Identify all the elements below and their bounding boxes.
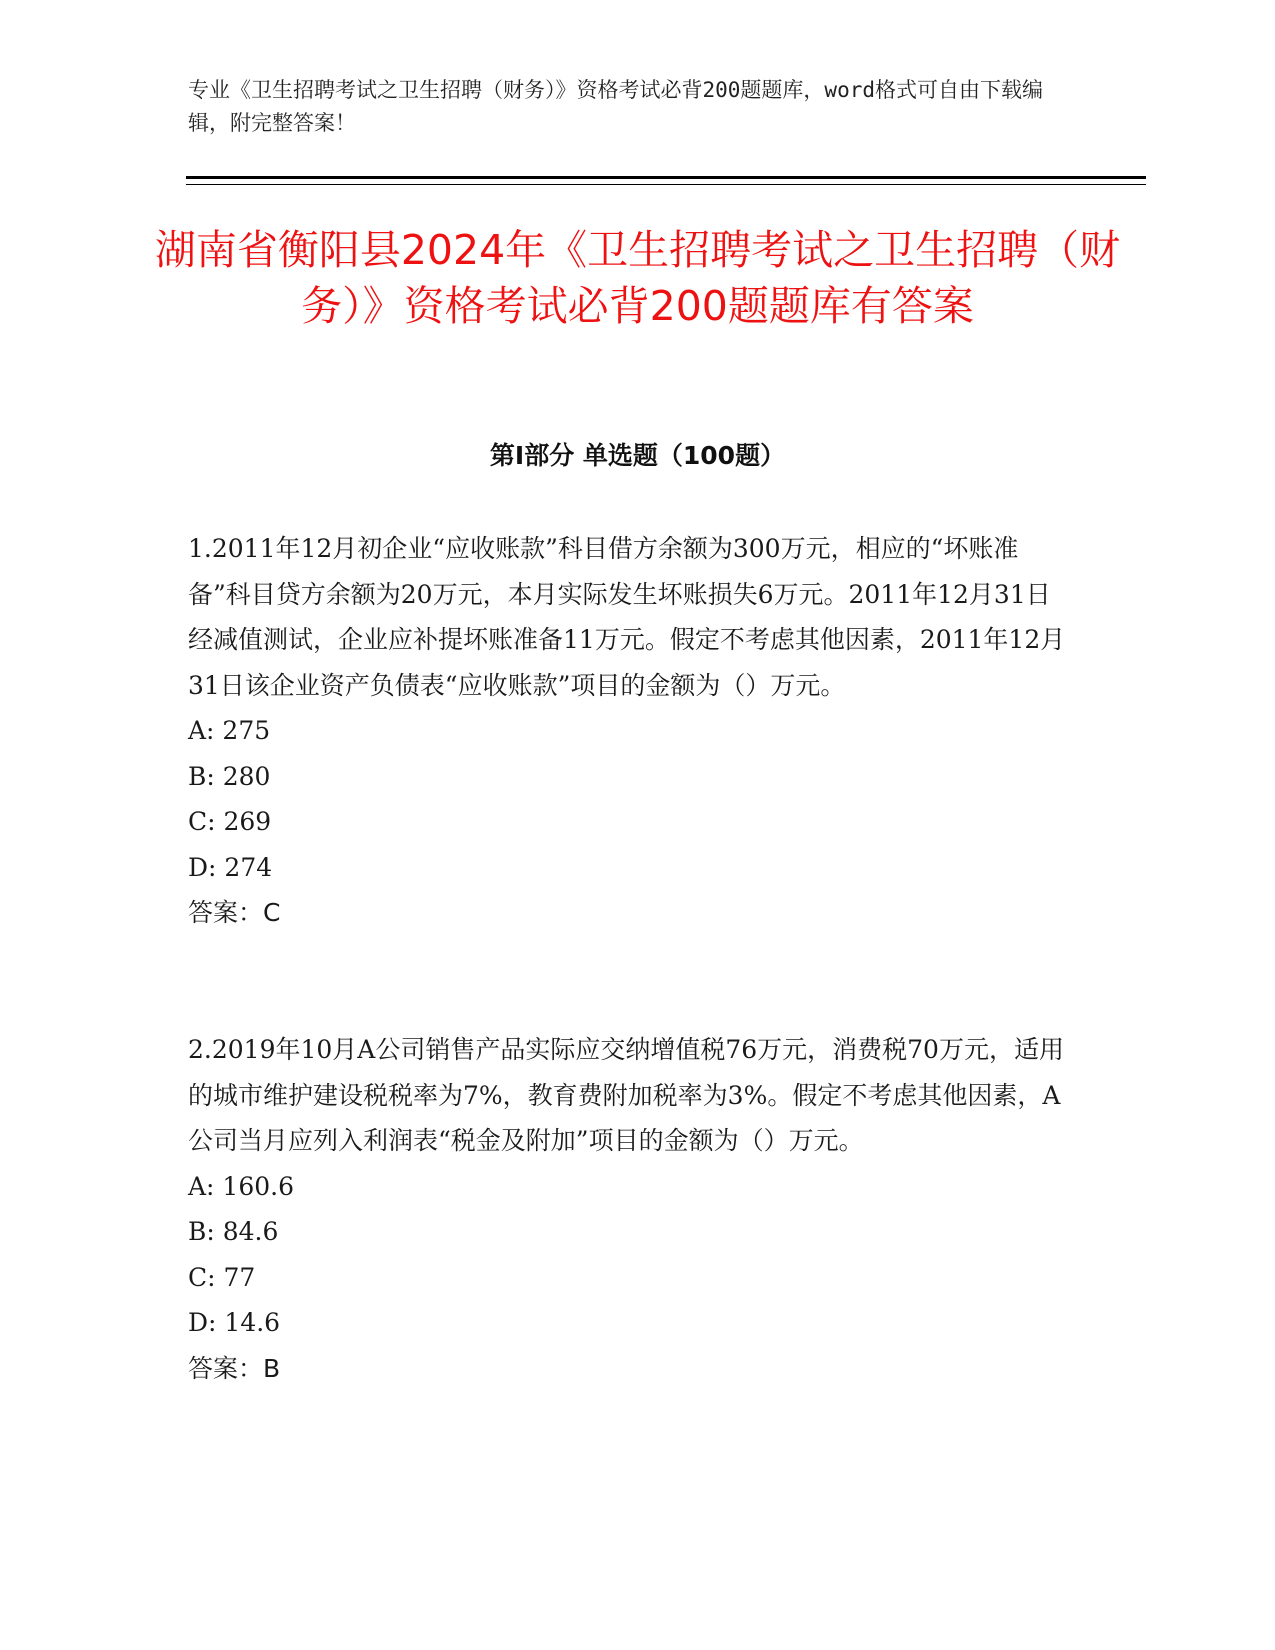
option-d: D: 274 [188, 852, 273, 882]
question-stem: 1.2011年12月初企业“应收账款”科目借方余额为300万元，相应的“坏账准备”科目贷方余额为20万元，本月实际发生坏账损失6万元。2011年12月31日经减值测试，企业应补提坏账准备11万元。假定不考虑其他因素，2011年12月31日该企业资产负债表“应收账款”项目的金额为（）万元。 [188, 534, 1066, 700]
option-a: A: 160.6 [188, 1171, 294, 1201]
answer: 答案：B [188, 1353, 281, 1383]
header-rule-thick [186, 176, 1146, 179]
header-note: 专业《卫生招聘考试之卫生招聘（财务）》资格考试必背200题题库，word格式可自由下载编辑，附完整答案！ [188, 78, 1043, 135]
question-1 [188, 526, 1073, 936]
question-stem: 2.2019年10月A公司销售产品实际应交纳增值税76万元，消费税70万元，适用的城市维护建设税税率为7%，教育费附加税率为3%。假定不考虑其他因素，A公司当月应列入利润表“税金及附加”项目的金额为（）万元。 [188, 1035, 1064, 1155]
option-a: A: 275 [188, 716, 271, 745]
answer: 答案：C [188, 898, 281, 927]
option-b: B: 84.6 [188, 1217, 279, 1246]
option-b: B: 280 [188, 761, 271, 791]
option-c: C: 269 [188, 807, 272, 836]
option-d: D: 14.6 [188, 1308, 281, 1337]
question-2 [188, 1027, 1073, 1391]
header-rule-thin [186, 184, 1146, 185]
section-title: 第Ⅰ部分 单选题（100题） [489, 441, 786, 470]
option-c: C: 77 [188, 1262, 256, 1292]
document-title: 湖南省衡阳县2024年《卫生招聘考试之卫生招聘（财务）》资格考试必背200题题库有答案 [154, 226, 1121, 330]
